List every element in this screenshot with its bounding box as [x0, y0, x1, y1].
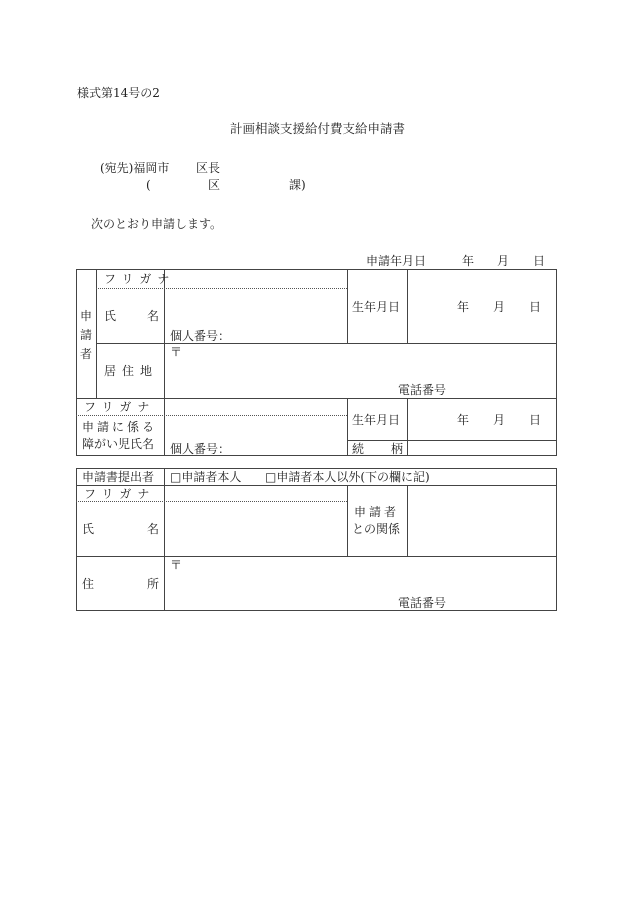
divider: [407, 269, 408, 343]
applicant-phone-label: 電話番号: [398, 383, 447, 397]
applicant-birthdate-label: 生年月日: [352, 300, 401, 314]
applicant-name-label-2: 名: [147, 309, 160, 323]
divider: [96, 343, 557, 344]
child-relationship-label-1: 続: [352, 442, 365, 456]
divider: [164, 269, 165, 456]
applicant-individual-number: 個人番号：: [170, 329, 231, 343]
application-date-month: 月: [497, 254, 510, 268]
intro-text: 次のとおり申請します。: [91, 217, 223, 231]
submitter-phone-label: 電話番号: [398, 596, 447, 610]
child-name-label-line1: 申請に係る: [82, 420, 158, 434]
applicant-furigana-label: フリガナ: [104, 272, 176, 286]
applicant-postal-mark: 〒: [170, 345, 183, 359]
form-number: 様式第14号の2: [77, 86, 160, 100]
submitter-postal-mark: 〒: [170, 558, 183, 572]
applicant-birth-year: 年: [457, 300, 470, 314]
addressee-ward: 区: [208, 178, 221, 192]
addressee-ward-head: 区長: [196, 161, 221, 175]
submitter-option-other[interactable]: □申請者本人以外(下の欄に記): [265, 470, 430, 484]
divider: [407, 398, 408, 456]
applicant-name-label-1: 氏: [104, 309, 117, 323]
submitter-option-self[interactable]: □申請者本人: [170, 470, 242, 484]
child-relationship-label-2: 柄: [391, 442, 404, 456]
divider: [347, 485, 348, 556]
child-birth-year: 年: [457, 413, 470, 427]
submitter-label: 申請書提出者: [82, 470, 155, 484]
applicant-address-label: 居住地: [104, 364, 159, 378]
child-name-label-line2: 障がい児氏名: [82, 437, 155, 451]
divider: [76, 415, 347, 416]
submitter-address-label-2: 所: [147, 577, 160, 591]
divider: [347, 269, 348, 343]
divider: [407, 485, 408, 556]
child-birthdate-label: 生年月日: [352, 413, 401, 427]
applicant-birth-month: 月: [493, 300, 506, 314]
divider: [76, 485, 557, 486]
divider: [76, 501, 347, 502]
child-birth-month: 月: [493, 413, 506, 427]
divider: [347, 398, 348, 456]
submitter-relation-line2: との関係: [352, 522, 401, 536]
applicant-birth-day: 日: [529, 300, 542, 314]
application-date-day: 日: [533, 254, 546, 268]
divider: [164, 468, 165, 611]
addressee-section: 課): [289, 178, 306, 192]
applicant-side-label: 申請者: [79, 309, 92, 361]
addressee-paren-open: (: [146, 178, 151, 192]
application-date-label: 申請年月日: [366, 254, 427, 268]
page-title: 計画相談支援給付費支給申請書: [230, 121, 406, 136]
submitter-name-label-2: 名: [147, 522, 160, 536]
divider: [347, 440, 557, 441]
child-individual-number: 個人番号：: [170, 442, 231, 456]
divider: [96, 288, 347, 289]
submitter-relation-line1: 申請者: [354, 505, 400, 519]
child-birth-day: 日: [529, 413, 542, 427]
child-furigana-label: フリガナ: [84, 400, 156, 414]
addressee-prefix: (宛先)福岡市: [100, 161, 170, 175]
divider: [76, 398, 557, 399]
application-date-year: 年: [462, 254, 475, 268]
submitter-address-label-1: 住: [82, 577, 95, 591]
divider: [76, 556, 557, 557]
submitter-name-label-1: 氏: [82, 522, 95, 536]
submitter-furigana-label: フリガナ: [84, 487, 156, 501]
